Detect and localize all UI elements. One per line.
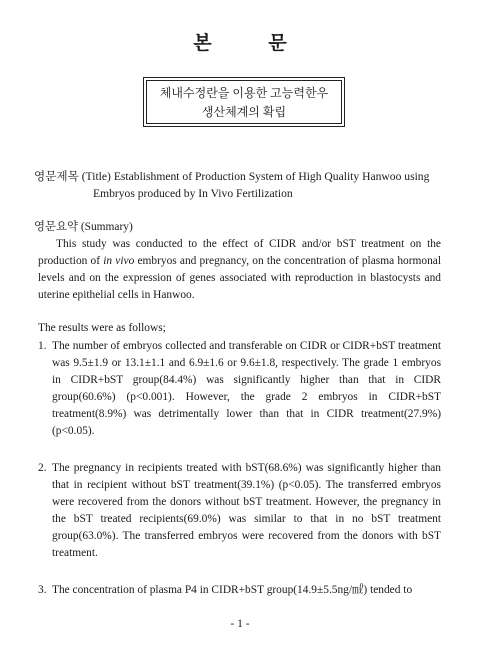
korean-title-line-1: 체내수정란을 이용한 고능력한우 bbox=[159, 86, 329, 100]
english-title-label: 영문제목 (Title) bbox=[34, 170, 111, 183]
result-item-2 bbox=[38, 460, 441, 562]
korean-title-box bbox=[146, 80, 342, 124]
result-item-1 bbox=[38, 338, 441, 440]
summary-text-b: embryos and pregnancy, on the concentration of plasma hormonal levels and on the expression of genes associated with reproduction in blastocysts and uterine epithelial cells in Hanwoo. bbox=[38, 255, 441, 301]
page-heading: 본 문 bbox=[193, 33, 313, 54]
english-title-line-1: Establishment of Production System of High Quality Hanwoo using bbox=[113, 170, 430, 183]
result-text: The number of embryos collected and transferable on CIDR or CIDR+bST treatment was 9.5±1.9 or 13.1±1.1 and 6.9±1.6 or 9.6±1.8, respectively. The grade 1 embryos in CIDR+bST group(84.4%) was significantly higher than that in CIDR group(60.6%) (p<0.001). However, the grade 2 embryos in CIDR+bST treatment(8.9%) was detrimentally lower than that in CIDR treatment(27.9%) (p<0.05). bbox=[52, 340, 441, 437]
summary-text-a: This study was conducted to the effect of CIDR and/or bST treatment on the production of bbox=[38, 238, 441, 267]
summary-italic: in vivo bbox=[103, 255, 135, 267]
result-text: The pregnancy in recipients treated with bST(68.6%) was significantly higher than that in recipient without bST treatment(39.1%) (p<0.05). The transferred embryos were recovered from the donors without bST treatment. However, the pregnancy in the bST treated recipients(69.0%) was similar to that in no bST treatment group(63.0%). The transferred embryos were recovered from the donors with bST treatment. bbox=[52, 462, 441, 559]
result-number: 2. bbox=[38, 462, 47, 474]
english-title-line-2: Embryos produced by In Vivo Fertilization bbox=[93, 187, 293, 200]
summary-paragraph bbox=[38, 236, 441, 304]
result-text: The concentration of plasma P4 in CIDR+bST group(14.9±5.5ng/㎖) tended to bbox=[52, 584, 413, 596]
results-intro: The results were as follows; bbox=[38, 322, 166, 334]
result-item-3 bbox=[38, 582, 441, 600]
page-number: - 1 - bbox=[230, 618, 250, 630]
result-number: 1. bbox=[38, 340, 47, 352]
english-title bbox=[34, 168, 442, 185]
result-number: 3. bbox=[38, 584, 47, 596]
korean-title-line-2: 생산체계의 확립 bbox=[201, 105, 287, 119]
summary-label: 영문요약 (Summary) bbox=[34, 221, 133, 233]
